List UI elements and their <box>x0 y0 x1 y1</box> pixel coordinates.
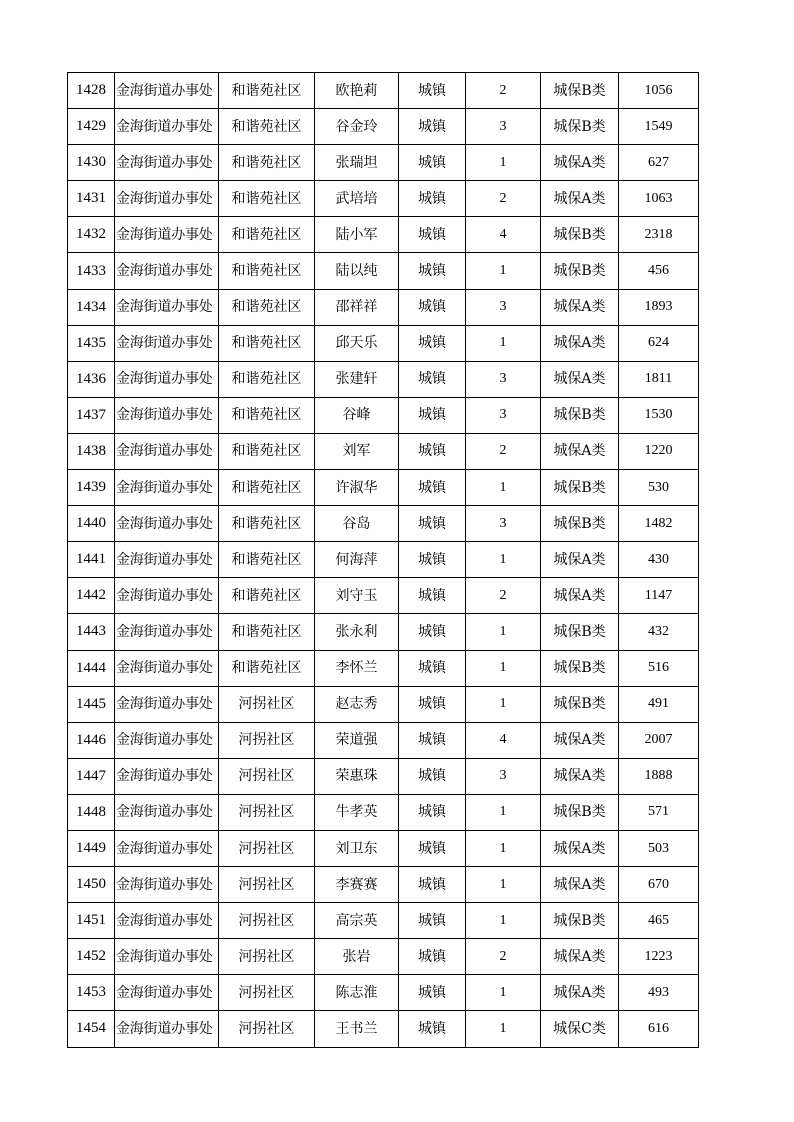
amount-cell: 1811 <box>619 361 699 397</box>
household-type-cell: 城镇 <box>399 109 466 145</box>
member-count-cell: 2 <box>466 433 541 469</box>
row-id-cell: 1453 <box>68 975 115 1011</box>
amount-cell: 571 <box>619 794 699 830</box>
member-count-cell: 1 <box>466 975 541 1011</box>
amount-cell: 530 <box>619 470 699 506</box>
name-cell: 谷岛 <box>315 506 399 542</box>
household-type-cell: 城镇 <box>399 758 466 794</box>
name-cell: 高宗英 <box>315 903 399 939</box>
name-cell: 荣惠珠 <box>315 758 399 794</box>
table-row <box>68 253 699 289</box>
category-cell: 城保C类 <box>541 1011 619 1047</box>
category-cell: 城保A类 <box>541 181 619 217</box>
amount-cell: 430 <box>619 542 699 578</box>
office-cell: 金海街道办事处 <box>115 614 219 650</box>
category-cell: 城保A类 <box>541 939 619 975</box>
category-cell: 城保B类 <box>541 686 619 722</box>
household-type-cell: 城镇 <box>399 397 466 433</box>
community-cell: 和谐苑社区 <box>219 542 315 578</box>
community-cell: 河拐社区 <box>219 686 315 722</box>
member-count-cell: 1 <box>466 614 541 650</box>
community-cell: 和谐苑社区 <box>219 470 315 506</box>
amount-cell: 670 <box>619 867 699 903</box>
community-cell: 河拐社区 <box>219 1011 315 1047</box>
category-cell: 城保B类 <box>541 506 619 542</box>
table-row <box>68 433 699 469</box>
community-cell: 河拐社区 <box>219 758 315 794</box>
table-row <box>68 578 699 614</box>
name-cell: 荣道强 <box>315 722 399 758</box>
member-count-cell: 1 <box>466 253 541 289</box>
row-id-cell: 1440 <box>68 506 115 542</box>
community-cell: 和谐苑社区 <box>219 325 315 361</box>
row-id-cell: 1442 <box>68 578 115 614</box>
member-count-cell: 3 <box>466 758 541 794</box>
office-cell: 金海街道办事处 <box>115 145 219 181</box>
member-count-cell: 4 <box>466 217 541 253</box>
amount-cell: 1482 <box>619 506 699 542</box>
community-cell: 和谐苑社区 <box>219 109 315 145</box>
data-table <box>67 72 699 1048</box>
member-count-cell: 3 <box>466 109 541 145</box>
community-cell: 和谐苑社区 <box>219 217 315 253</box>
member-count-cell: 3 <box>466 506 541 542</box>
office-cell: 金海街道办事处 <box>115 181 219 217</box>
category-cell: 城保A类 <box>541 975 619 1011</box>
member-count-cell: 3 <box>466 361 541 397</box>
household-type-cell: 城镇 <box>399 830 466 866</box>
community-cell: 和谐苑社区 <box>219 650 315 686</box>
category-cell: 城保B类 <box>541 650 619 686</box>
member-count-cell: 2 <box>466 181 541 217</box>
name-cell: 刘守玉 <box>315 578 399 614</box>
member-count-cell: 3 <box>466 289 541 325</box>
community-cell: 河拐社区 <box>219 867 315 903</box>
amount-cell: 1220 <box>619 433 699 469</box>
member-count-cell: 4 <box>466 722 541 758</box>
category-cell: 城保A类 <box>541 361 619 397</box>
table-row <box>68 145 699 181</box>
row-id-cell: 1436 <box>68 361 115 397</box>
row-id-cell: 1431 <box>68 181 115 217</box>
amount-cell: 456 <box>619 253 699 289</box>
office-cell: 金海街道办事处 <box>115 470 219 506</box>
household-type-cell: 城镇 <box>399 542 466 578</box>
row-id-cell: 1454 <box>68 1011 115 1047</box>
category-cell: 城保A类 <box>541 289 619 325</box>
member-count-cell: 1 <box>466 325 541 361</box>
row-id-cell: 1432 <box>68 217 115 253</box>
name-cell: 张瑞坦 <box>315 145 399 181</box>
office-cell: 金海街道办事处 <box>115 73 219 109</box>
name-cell: 武培培 <box>315 181 399 217</box>
category-cell: 城保B类 <box>541 794 619 830</box>
name-cell: 牛孝英 <box>315 794 399 830</box>
table-row <box>68 361 699 397</box>
member-count-cell: 1 <box>466 830 541 866</box>
member-count-cell: 1 <box>466 794 541 830</box>
office-cell: 金海街道办事处 <box>115 794 219 830</box>
household-type-cell: 城镇 <box>399 975 466 1011</box>
office-cell: 金海街道办事处 <box>115 975 219 1011</box>
amount-cell: 432 <box>619 614 699 650</box>
category-cell: 城保A类 <box>541 722 619 758</box>
name-cell: 陆小军 <box>315 217 399 253</box>
amount-cell: 465 <box>619 903 699 939</box>
amount-cell: 1056 <box>619 73 699 109</box>
office-cell: 金海街道办事处 <box>115 1011 219 1047</box>
category-cell: 城保A类 <box>541 758 619 794</box>
table-row <box>68 758 699 794</box>
amount-cell: 2318 <box>619 217 699 253</box>
amount-cell: 1063 <box>619 181 699 217</box>
household-type-cell: 城镇 <box>399 794 466 830</box>
table-row <box>68 1011 699 1047</box>
member-count-cell: 1 <box>466 867 541 903</box>
name-cell: 谷峰 <box>315 397 399 433</box>
table-row <box>68 903 699 939</box>
amount-cell: 1888 <box>619 758 699 794</box>
household-type-cell: 城镇 <box>399 1011 466 1047</box>
row-id-cell: 1429 <box>68 109 115 145</box>
table-row <box>68 542 699 578</box>
table-row <box>68 73 699 109</box>
row-id-cell: 1444 <box>68 650 115 686</box>
row-id-cell: 1441 <box>68 542 115 578</box>
amount-cell: 1893 <box>619 289 699 325</box>
table-row <box>68 722 699 758</box>
amount-cell: 624 <box>619 325 699 361</box>
office-cell: 金海街道办事处 <box>115 867 219 903</box>
office-cell: 金海街道办事处 <box>115 830 219 866</box>
name-cell: 李赛赛 <box>315 867 399 903</box>
amount-cell: 503 <box>619 830 699 866</box>
category-cell: 城保A类 <box>541 830 619 866</box>
member-count-cell: 1 <box>466 686 541 722</box>
household-type-cell: 城镇 <box>399 614 466 650</box>
household-type-cell: 城镇 <box>399 722 466 758</box>
office-cell: 金海街道办事处 <box>115 542 219 578</box>
table-row <box>68 686 699 722</box>
amount-cell: 1530 <box>619 397 699 433</box>
office-cell: 金海街道办事处 <box>115 397 219 433</box>
category-cell: 城保A类 <box>541 542 619 578</box>
table-row <box>68 325 699 361</box>
community-cell: 和谐苑社区 <box>219 73 315 109</box>
row-id-cell: 1428 <box>68 73 115 109</box>
table-row <box>68 109 699 145</box>
community-cell: 和谐苑社区 <box>219 397 315 433</box>
name-cell: 刘军 <box>315 433 399 469</box>
category-cell: 城保B类 <box>541 253 619 289</box>
category-cell: 城保B类 <box>541 614 619 650</box>
household-type-cell: 城镇 <box>399 361 466 397</box>
office-cell: 金海街道办事处 <box>115 506 219 542</box>
row-id-cell: 1443 <box>68 614 115 650</box>
table-row <box>68 470 699 506</box>
amount-cell: 1147 <box>619 578 699 614</box>
row-id-cell: 1435 <box>68 325 115 361</box>
table-row <box>68 830 699 866</box>
category-cell: 城保A类 <box>541 145 619 181</box>
household-type-cell: 城镇 <box>399 686 466 722</box>
name-cell: 陈志淮 <box>315 975 399 1011</box>
office-cell: 金海街道办事处 <box>115 325 219 361</box>
name-cell: 张建轩 <box>315 361 399 397</box>
name-cell: 许淑华 <box>315 470 399 506</box>
office-cell: 金海街道办事处 <box>115 650 219 686</box>
name-cell: 李怀兰 <box>315 650 399 686</box>
name-cell: 陆以纯 <box>315 253 399 289</box>
name-cell: 欧艳莉 <box>315 73 399 109</box>
name-cell: 邵祥祥 <box>315 289 399 325</box>
name-cell: 王书兰 <box>315 1011 399 1047</box>
member-count-cell: 2 <box>466 73 541 109</box>
table-row <box>68 181 699 217</box>
community-cell: 河拐社区 <box>219 939 315 975</box>
office-cell: 金海街道办事处 <box>115 939 219 975</box>
community-cell: 和谐苑社区 <box>219 614 315 650</box>
community-cell: 河拐社区 <box>219 975 315 1011</box>
household-type-cell: 城镇 <box>399 217 466 253</box>
household-type-cell: 城镇 <box>399 325 466 361</box>
office-cell: 金海街道办事处 <box>115 433 219 469</box>
category-cell: 城保B类 <box>541 109 619 145</box>
amount-cell: 493 <box>619 975 699 1011</box>
member-count-cell: 3 <box>466 397 541 433</box>
category-cell: 城保B类 <box>541 217 619 253</box>
office-cell: 金海街道办事处 <box>115 903 219 939</box>
name-cell: 谷金玲 <box>315 109 399 145</box>
household-type-cell: 城镇 <box>399 181 466 217</box>
community-cell: 河拐社区 <box>219 794 315 830</box>
row-id-cell: 1449 <box>68 830 115 866</box>
name-cell: 刘卫东 <box>315 830 399 866</box>
office-cell: 金海街道办事处 <box>115 253 219 289</box>
community-cell: 河拐社区 <box>219 830 315 866</box>
community-cell: 和谐苑社区 <box>219 145 315 181</box>
member-count-cell: 2 <box>466 578 541 614</box>
table-row <box>68 975 699 1011</box>
row-id-cell: 1452 <box>68 939 115 975</box>
household-type-cell: 城镇 <box>399 433 466 469</box>
household-type-cell: 城镇 <box>399 578 466 614</box>
community-cell: 和谐苑社区 <box>219 181 315 217</box>
member-count-cell: 1 <box>466 145 541 181</box>
category-cell: 城保B类 <box>541 397 619 433</box>
table-row <box>68 289 699 325</box>
row-id-cell: 1447 <box>68 758 115 794</box>
community-cell: 河拐社区 <box>219 903 315 939</box>
household-type-cell: 城镇 <box>399 506 466 542</box>
row-id-cell: 1433 <box>68 253 115 289</box>
row-id-cell: 1438 <box>68 433 115 469</box>
amount-cell: 491 <box>619 686 699 722</box>
row-id-cell: 1437 <box>68 397 115 433</box>
amount-cell: 616 <box>619 1011 699 1047</box>
amount-cell: 1549 <box>619 109 699 145</box>
table-row <box>68 939 699 975</box>
office-cell: 金海街道办事处 <box>115 361 219 397</box>
name-cell: 邱天乐 <box>315 325 399 361</box>
office-cell: 金海街道办事处 <box>115 217 219 253</box>
community-cell: 和谐苑社区 <box>219 253 315 289</box>
table-row <box>68 397 699 433</box>
household-type-cell: 城镇 <box>399 470 466 506</box>
amount-cell: 1223 <box>619 939 699 975</box>
name-cell: 何海萍 <box>315 542 399 578</box>
member-count-cell: 2 <box>466 939 541 975</box>
household-type-cell: 城镇 <box>399 253 466 289</box>
household-type-cell: 城镇 <box>399 145 466 181</box>
household-type-cell: 城镇 <box>399 73 466 109</box>
community-cell: 和谐苑社区 <box>219 506 315 542</box>
household-type-cell: 城镇 <box>399 289 466 325</box>
office-cell: 金海街道办事处 <box>115 686 219 722</box>
member-count-cell: 1 <box>466 650 541 686</box>
table-row <box>68 794 699 830</box>
category-cell: 城保A类 <box>541 578 619 614</box>
category-cell: 城保B类 <box>541 903 619 939</box>
row-id-cell: 1434 <box>68 289 115 325</box>
row-id-cell: 1445 <box>68 686 115 722</box>
name-cell: 张岩 <box>315 939 399 975</box>
member-count-cell: 1 <box>466 470 541 506</box>
member-count-cell: 1 <box>466 1011 541 1047</box>
row-id-cell: 1448 <box>68 794 115 830</box>
row-id-cell: 1451 <box>68 903 115 939</box>
row-id-cell: 1430 <box>68 145 115 181</box>
name-cell: 赵志秀 <box>315 686 399 722</box>
household-type-cell: 城镇 <box>399 867 466 903</box>
community-cell: 河拐社区 <box>219 722 315 758</box>
community-cell: 和谐苑社区 <box>219 289 315 325</box>
member-count-cell: 1 <box>466 542 541 578</box>
table-row <box>68 506 699 542</box>
household-type-cell: 城镇 <box>399 650 466 686</box>
office-cell: 金海街道办事处 <box>115 109 219 145</box>
community-cell: 和谐苑社区 <box>219 433 315 469</box>
table-row <box>68 217 699 253</box>
row-id-cell: 1439 <box>68 470 115 506</box>
table-row <box>68 650 699 686</box>
category-cell: 城保A类 <box>541 433 619 469</box>
row-id-cell: 1450 <box>68 867 115 903</box>
office-cell: 金海街道办事处 <box>115 722 219 758</box>
office-cell: 金海街道办事处 <box>115 578 219 614</box>
amount-cell: 516 <box>619 650 699 686</box>
community-cell: 和谐苑社区 <box>219 578 315 614</box>
category-cell: 城保A类 <box>541 867 619 903</box>
amount-cell: 627 <box>619 145 699 181</box>
table-row <box>68 614 699 650</box>
table-row <box>68 867 699 903</box>
office-cell: 金海街道办事处 <box>115 289 219 325</box>
name-cell: 张永利 <box>315 614 399 650</box>
household-type-cell: 城镇 <box>399 903 466 939</box>
table-body <box>68 73 699 1048</box>
category-cell: 城保A类 <box>541 325 619 361</box>
office-cell: 金海街道办事处 <box>115 758 219 794</box>
category-cell: 城保B类 <box>541 73 619 109</box>
household-type-cell: 城镇 <box>399 939 466 975</box>
member-count-cell: 1 <box>466 903 541 939</box>
community-cell: 和谐苑社区 <box>219 361 315 397</box>
row-id-cell: 1446 <box>68 722 115 758</box>
category-cell: 城保B类 <box>541 470 619 506</box>
amount-cell: 2007 <box>619 722 699 758</box>
